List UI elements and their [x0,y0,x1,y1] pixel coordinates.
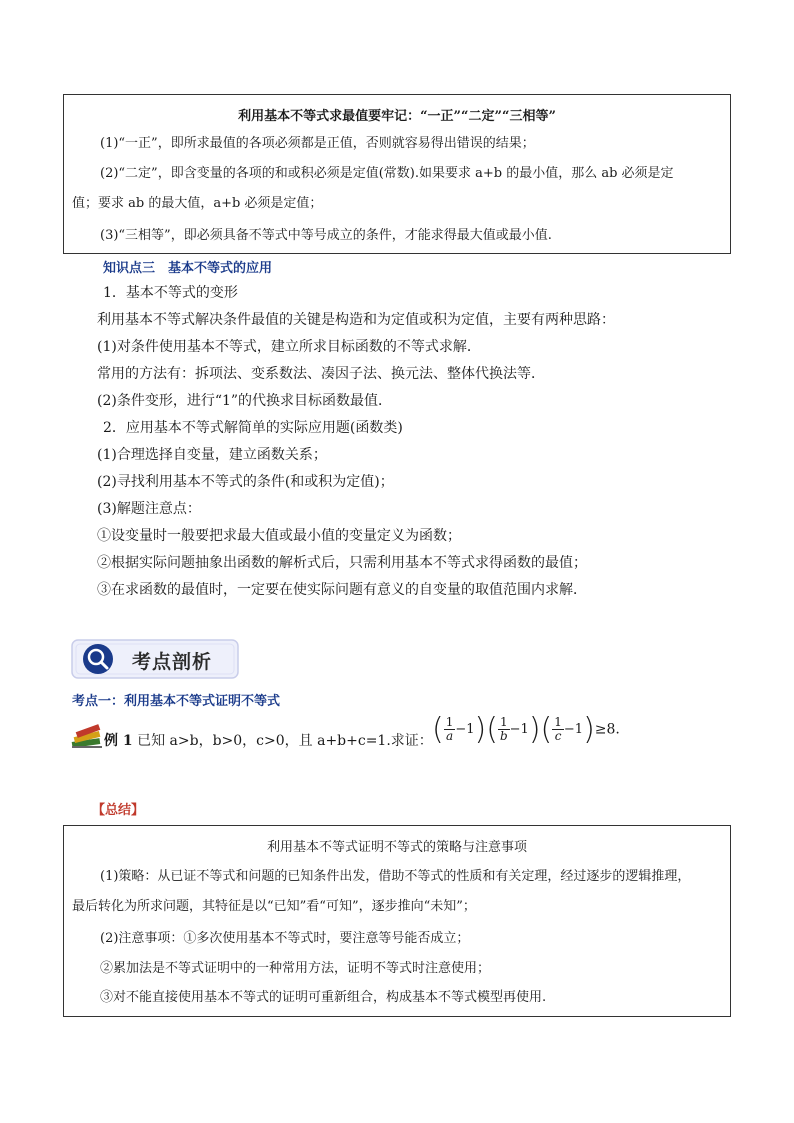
section3-line-11: ②根据实际问题抽象出函数的解析式后，只需利用基本不等式求得函数的最值； [97,555,587,571]
tip-box-2 [63,825,731,1017]
minus-one-c: −1 [563,722,584,737]
kaodian1-heading: 考点一：利用基本不等式证明不等式 [72,694,281,709]
tip-box-1-line-4: (3)“三相等”，即必须具备不等式中等号成立的条件，才能求得最大值或最小值. [100,228,552,243]
frac-1-over-c [552,716,564,743]
example1-label: 例 1 [104,733,133,749]
example1-inequality [432,712,620,747]
frac-num-a: 1 [445,715,454,729]
minus-one-b: −1 [509,722,529,737]
section3-line-7: (1)合理选择自变量，建立函数关系； [97,447,327,463]
frac-1-over-a [444,716,456,743]
tip-box-1 [63,94,731,254]
paren-open-a: ( [432,712,444,747]
section3-heading: 知识点三 基本不等式的应用 [103,261,273,276]
section3-line-10: ①设变量时一般要把求最大值或最小值的变量定义为函数； [97,528,461,544]
tip-box-1-line-2: (2)“二定”，即含变量的各项的和或积必须是定值(常数).如果要求 a+b 的最小值，那么 ab 必须是定 [100,166,674,181]
tip-box-2-line-2: 最后转化为所求问题，其特征是以“已知”看“可知”，逐步推向“未知”； [72,899,476,914]
tip-box-1-line-3: 值；要求 ab 的最大值，a+b 必须是定值； [72,196,323,211]
tip-box-2-line-5: ③对不能直接使用基本不等式的证明可重新组合，构成基本不等式模型再使用. [100,990,547,1005]
section3-line-12: ③在求函数的最值时，一定要在使实际问题有意义的自变量的取值范围内求解． [97,582,587,598]
inequality-tail: ≥8. [594,721,620,738]
paren-open-c: ( [540,712,553,747]
frac-den-a: a [445,729,454,743]
frac-den-c: c [554,729,562,743]
paren-close-c: ) [583,712,595,747]
example1-text: 已知 a>b，b>0，c>0，且 a+b+c=1.求证： [137,733,433,749]
frac-1-over-b [498,716,510,743]
paren-close-a: ) [474,712,487,747]
kaodian-banner [70,636,242,682]
books-icon [70,724,104,750]
minus-one-a: −1 [455,722,475,737]
section3-line-2: 利用基本不等式解决条件最值的关键是构造和为定值或积为定值，主要有两种思路： [97,312,615,328]
section3-line-4: 常用的方法有：拆项法、变系数法、凑因子法、换元法、整体代换法等． [97,366,545,382]
tip-box-2-line-1: (1)策略：从已证不等式和问题的已知条件出发，借助不等式的性质和有关定理，经过逐步的逻辑推理， [100,869,691,884]
example1 [104,730,433,750]
section3-line-3: (1)对条件使用基本不等式，建立所求目标函数的不等式求解． [97,339,481,355]
frac-num-c: 1 [554,715,562,729]
section3-line-8: (2)寻找利用基本不等式的条件(和或积为定值)； [97,474,394,490]
tip-box-1-title: 利用基本不等式求最值要牢记：“一正”“二定”“三相等” [238,109,556,124]
summary-label: 【总结】 [92,803,145,818]
banner-label: 考点剖析 [132,651,213,673]
tip-box-2-line-4: ②累加法是不等式证明中的一种常用方法，证明不等式时注意使用； [100,961,491,976]
frac-den-b: b [499,729,508,743]
tip-box-2-title: 利用基本不等式证明不等式的策略与注意事项 [266,840,527,855]
paren-open-b: ( [486,712,498,747]
tip-box-1-line-1: (1)“一正”，即所求最值的各项必须都是正值，否则就容易得出错误的结果； [100,136,535,151]
tip-box-2-line-3: (2)注意事项：①多次使用基本不等式时，要注意等号能否成立； [100,931,470,946]
section3-line-9: (3)解题注意点： [97,501,201,517]
section3-line-5: (2)条件变形，进行“1”的代换求目标函数最值． [97,393,393,409]
frac-num-b: 1 [498,716,510,730]
section3-line-1: 1．基本不等式的变形 [103,285,238,301]
section3-line-6: 2．应用基本不等式解简单的实际应用题(函数类) [103,420,403,436]
paren-close-b: ) [528,712,541,747]
